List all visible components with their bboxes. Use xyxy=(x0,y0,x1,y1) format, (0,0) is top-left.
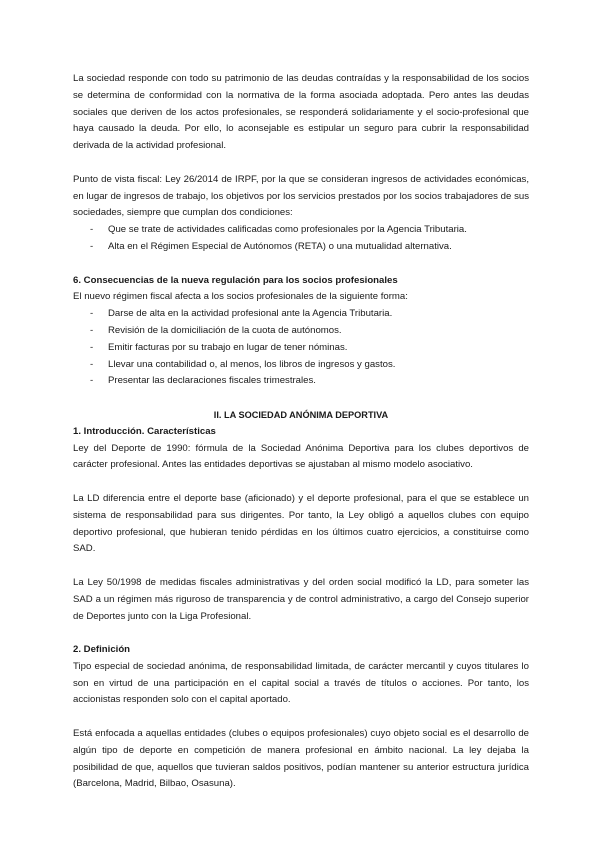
list-item: - Presentar las declaraciones fiscales trimestrales. xyxy=(73,373,529,390)
dash-bullet: - xyxy=(90,358,94,370)
introduction-heading: 1. Introducción. Características xyxy=(73,425,216,437)
spacer xyxy=(73,390,529,407)
list-item: - Alta en el Régimen Especial de Autónomos (RETA) o una mutualidad alternativa. xyxy=(73,239,529,256)
definition-heading: 2. Definición xyxy=(73,644,131,656)
list-item: - Revisión de la domiciliación de la cuota de autónomos. xyxy=(73,323,529,340)
definition-paragraph: Tipo especial de sociedad anónima, de responsabilidad limitada, de carácter mercantil y cuyos titulares lo son en virtud de una participación en el capital social a través de títulos o acciones. Por tanto, los accionistas responden solo con el capital aportado. xyxy=(73,660,529,706)
dash-bullet: - xyxy=(90,324,94,336)
dash-bullet: - xyxy=(90,240,94,252)
list-item: - Darse de alta en la actividad profesional ante la Agencia Tributaria. xyxy=(73,306,529,323)
document-page xyxy=(73,71,529,793)
liability-paragraph: La sociedad responde con todo su patrimonio de las deudas contraídas y la responsabilidad de los socios se determina de conformidad con la normativa de la forma asociada adoptada. Pero antes las deudas sociales que deriven de los actos profesionales, se responderá solidariamente y el socio-profesional que haya causado la deuda. Por ello, lo aconsejable es estipular un seguro para cubrir la responsabilidad derivada de la actividad profesional. xyxy=(73,73,529,152)
spacer xyxy=(73,558,529,575)
dash-bullet: - xyxy=(90,375,94,387)
section-6-lead: El nuevo régimen fiscal afecta a los socios profesionales de la siguiente forma: xyxy=(73,291,408,303)
list-item: - Emitir facturas por su trabajo en lugar de tener nóminas. xyxy=(73,340,529,357)
purpose-paragraph: Está enfocada a aquellas entidades (clubes o equipos profesionales) cuyo objeto social es el desarrollo de algún tipo de deporte en competición de manera profesional en ámbito nacional. La ley dejaba la posibilidad de que, aquellos que tuvieran saldos positivos, podían mantener su anterior estructura jurídica (Barcelona, Madrid, Bilbao, Osasuna). xyxy=(73,728,529,790)
section-6-heading: 6. Consecuencias de la nueva regulación para los socios profesionales xyxy=(73,274,398,286)
spacer xyxy=(73,709,529,726)
sports-law-paragraph: Ley del Deporte de 1990: fórmula de la Sociedad Anónima Deportiva para los clubes deportivos de carácter profesional. Antes las entidades deportivas se ajustaban al mismo modelo asociativo. xyxy=(73,442,529,471)
dash-bullet: - xyxy=(90,224,94,236)
list-item: - Que se trate de actividades calificadas como profesionales por la Agencia Tributaria. xyxy=(73,222,529,239)
consequences-list xyxy=(73,306,529,390)
fiscal-paragraph: Punto de vista fiscal: Ley 26/2014 de IRPF, por la que se consideran ingresos de actividades económicas, en lugar de ingresos de trabajo, los objetivos por los servicios prestados por los socios trabajadores de sus sociedades, siempre que cumplan dos condiciones: xyxy=(73,173,529,219)
conditions-list xyxy=(73,222,529,256)
dash-bullet: - xyxy=(90,341,94,353)
ld-paragraph: La LD diferencia entre el deporte base (aficionado) y el deporte profesional, para el que se establece un sistema de responsabilidad para sus dirigentes. Por tanto, la Ley obligó a aquellos clubes con equipo deportivo profesional, que hubieran tenido pérdidas en los últimos cuatro ejercicios, a constituirse como SAD. xyxy=(73,492,529,555)
list-item: - Llevar una contabilidad o, al menos, los libros de ingresos y gastos. xyxy=(73,357,529,374)
spacer xyxy=(73,625,529,642)
spacer xyxy=(73,155,529,172)
law-50-1998-paragraph: La Ley 50/1998 de medidas fiscales administrativas y del orden social modificó la LD, para someter las SAD a un régimen más riguroso de transparencia y de control administrativo, a cargo del Consejo superior de Deportes junto con la Liga Profesional. xyxy=(73,576,529,622)
dash-bullet: - xyxy=(90,308,94,320)
spacer xyxy=(73,256,529,273)
part-ii-title: II. LA SOCIEDAD ANÓNIMA DEPORTIVA xyxy=(213,409,389,420)
spacer xyxy=(73,474,529,491)
